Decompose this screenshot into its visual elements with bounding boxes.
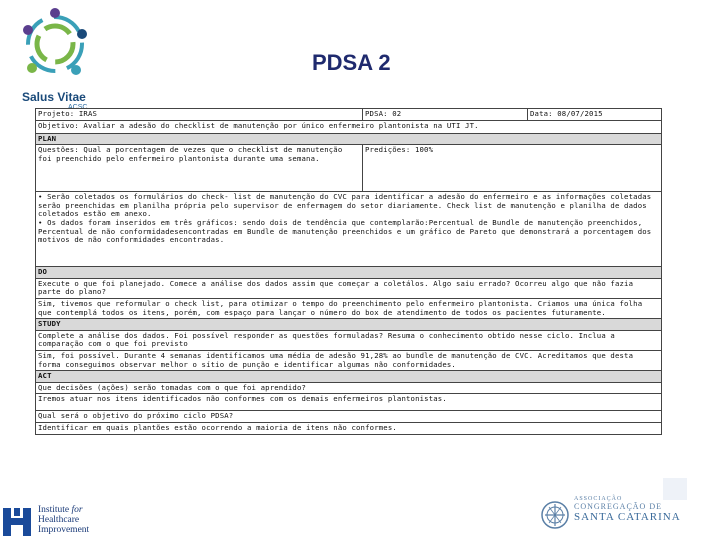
do-answer-cell: Sim, tivemos que reformular o check list, para otimizar o tempo do preenchimento pelo enfermeiro plantonista. Criamos uma única folha que contemplá todos os itens, porém, com espaço para lançar o número do box de atendimento de todos os pacientes futuramente. xyxy=(36,298,662,318)
ihi-word-healthcare: Healthcare xyxy=(38,515,80,525)
predicoes-cell: Predições: 100% xyxy=(363,145,662,192)
act-question-cell: Que decisões (ações) serão tomadas com o que foi aprendido? xyxy=(36,382,662,394)
pdsa-form-table xyxy=(35,108,662,435)
logo-sub: ACSC xyxy=(68,104,88,111)
form-row-do-question xyxy=(36,278,662,298)
section-study xyxy=(36,319,662,331)
act-header: ACT xyxy=(36,371,662,383)
ihi-h-icon xyxy=(2,506,32,538)
do-header: DO xyxy=(36,267,662,279)
ihi-logo xyxy=(2,500,122,540)
santa-catarina-logo xyxy=(540,496,690,536)
form-row-next-answer xyxy=(36,422,662,434)
plan-bullet-2: • Os dados foram inseridos em três gráficos: sendo dois de tendência que contemplarão:Percentual de Bundle de manutenção preenchidos, Percentual de não conformidadesencontradas em Bundle de manutenção preenchidos e um gráfico de Pareto que demonstrará a porcentagem dos motivos de não conformidades encontradas. xyxy=(38,217,652,245)
form-row-study-question xyxy=(36,330,662,350)
projeto-cell: Projeto: IRAS xyxy=(36,109,363,121)
next-cycle-answer-cell: Identificar em quais plantões estão ocorrendo a maioria de itens não conformes. xyxy=(36,422,662,434)
slide-title: PDSA 2 xyxy=(312,50,391,75)
form-row-act-answer xyxy=(36,394,662,411)
salus-vitae-emblem xyxy=(20,8,90,88)
logo-name: Salus Vitae xyxy=(22,90,86,104)
sc-line-3: SANTA CATARINA xyxy=(574,511,681,523)
section-act xyxy=(36,371,662,383)
pdsa-cell: PDSA: 02 xyxy=(363,109,528,121)
questoes-cell: Questões: Qual a porcentagem de vezes que o checklist de manutenção foi preenchido pelo enfermeiro plantonista durante uma semana. xyxy=(36,145,363,192)
study-question-cell: Complete a análise dos dados. Foi possível responder as questões formuladas? Resuma o conhecimento obtido nesse ciclo. Inclua a comparação com o que foi previsto xyxy=(36,330,662,350)
santa-catarina-wordmark xyxy=(574,496,681,523)
next-cycle-question-cell: Qual será o objetivo do próximo ciclo PDSA? xyxy=(36,411,662,423)
section-do xyxy=(36,267,662,279)
data-cell: Data: 08/07/2015 xyxy=(528,109,662,121)
form-row-study-answer xyxy=(36,350,662,370)
form-row-plan-bullets xyxy=(36,192,662,267)
plan-bullet-1: • Serão coletados os formulários do check- list de manutenção do CVC para identificar a adesão do enfermeiro e as informações coletadas serão preenchidas em planilha própria pelo supervisor de enfermagem do setor diariamente. Check list de manutenção e planilha de dados coletados estão em anexo. xyxy=(38,192,652,219)
objetivo-cell: Objetivo: Avaliar a adesão do checklist de manutenção por único enfermeiro plantonista na UTI JT. xyxy=(36,120,662,133)
sc-line-2: CONGREGAÇÃO DE xyxy=(574,502,662,511)
salus-vitae-logo xyxy=(14,8,100,111)
sc-line-1: ASSOCIAÇÃO xyxy=(574,496,623,502)
form-row-next-question xyxy=(36,411,662,423)
santa-catarina-emblem xyxy=(540,498,570,532)
plan-bullets-cell xyxy=(36,192,662,267)
ihi-wordmark xyxy=(38,505,89,535)
form-row-objetivo xyxy=(36,120,662,133)
section-plan xyxy=(36,133,662,145)
form-row-do-answer xyxy=(36,298,662,318)
ihi-word-institute: Institute xyxy=(38,505,70,515)
ihi-word-improvement: Improvement xyxy=(38,525,90,535)
plan-header: PLAN xyxy=(36,133,662,145)
act-answer-cell: Iremos atuar nos itens identificados não conformes com os demais enfermeiros plantonistas. xyxy=(36,394,662,411)
ihi-word-for: for xyxy=(71,505,83,515)
form-row-questoes xyxy=(36,145,662,192)
study-answer-cell: Sim, foi possível. Durante 4 semanas identificamos uma média de adesão 91,28% ao bundle de manutenção de CVC. Acreditamos que desta forma conseguimos observar melhor o sítio de punção e identificar algumas não conformidades. xyxy=(36,350,662,370)
do-question-cell: Execute o que foi planejado. Comece a análise dos dados assim que começar a coletálos. Algo saiu errado? Ocorreu algo que não fazia parte do plano? xyxy=(36,278,662,298)
study-header: STUDY xyxy=(36,319,662,331)
form-row-header xyxy=(36,109,662,121)
form-row-act-question xyxy=(36,382,662,394)
